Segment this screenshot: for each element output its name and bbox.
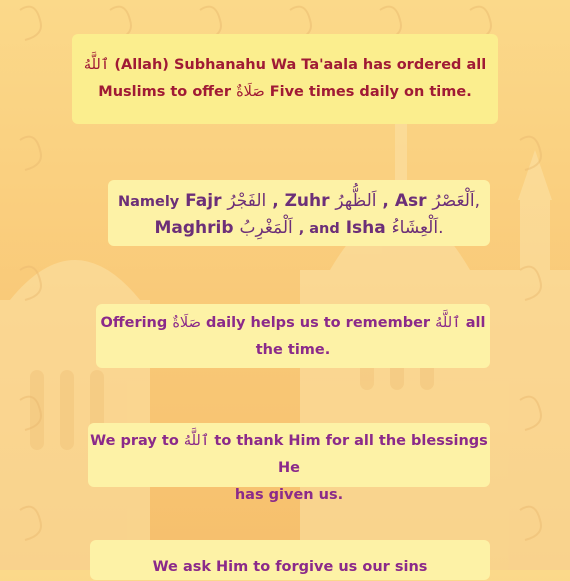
- zuhr-arabic: اَلظُّهرُ: [335, 191, 377, 211]
- card-forgive-sins: [90, 540, 490, 580]
- allah-arabic-3: ٱللَّهُ: [183, 433, 210, 449]
- card-remember-allah: [96, 304, 490, 368]
- isha-label: Isha: [345, 218, 386, 238]
- card-thank-him: [88, 423, 490, 503]
- card-salah-order-line1: [72, 52, 498, 79]
- comma-2: ,: [382, 191, 389, 211]
- card-thank-text-a: We pray to: [90, 433, 179, 449]
- card-thank-text-b: to thank Him for all the blessings He: [214, 433, 488, 476]
- card-remember-allah-line2: the time.: [255, 342, 331, 358]
- maghrib-label: Maghrib: [154, 218, 234, 238]
- card-prayer-names: [108, 180, 490, 246]
- maghrib-arabic: اَلْمَغْرِبُ: [239, 218, 293, 238]
- card-salah-order: [72, 34, 498, 124]
- fajr-arabic: الفَجْرُ: [227, 191, 267, 211]
- and-label: , and: [298, 221, 340, 237]
- fajr-label: Fajr: [185, 191, 222, 211]
- card-remember-text-a: Offering: [100, 315, 168, 331]
- card-thank-him-line1: [88, 428, 490, 482]
- card-thank-him-line2: has given us.: [234, 487, 344, 503]
- salah-arabic-2: صَلَاةٌ: [172, 315, 201, 331]
- card-prayer-names-line2: [108, 215, 490, 242]
- comma-1: ,: [272, 191, 279, 211]
- card-salah-order-text2b: Five times daily on time.: [269, 84, 472, 100]
- salah-arabic: صَلَاةٌ: [236, 84, 265, 100]
- card-remember-text-c: all: [465, 315, 486, 331]
- isha-arabic: اَلْعِشَاءُ.: [391, 218, 444, 238]
- card-remember-text-b: daily helps us to remember: [205, 315, 431, 331]
- card-forgive-text: We ask Him to forgive us our sins: [152, 559, 428, 575]
- allah-arabic-2: ٱللَّهُ: [435, 315, 461, 331]
- card-remember-allah-line1: [96, 310, 490, 337]
- namely-label: Namely: [117, 194, 180, 210]
- asr-arabic: اَلْعَصْرُ,: [432, 191, 481, 211]
- card-prayer-names-line1: [108, 188, 490, 215]
- allah-arabic: ٱللَّهُ: [83, 57, 110, 73]
- asr-label: Asr: [394, 191, 427, 211]
- card-salah-order-text1: (Allah) Subhanahu Wa Ta'aala has ordered all: [114, 57, 487, 73]
- card-salah-order-text2a: Muslims to offer: [98, 84, 232, 100]
- zuhr-label: Zuhr: [284, 191, 330, 211]
- card-salah-order-line2: [72, 79, 498, 106]
